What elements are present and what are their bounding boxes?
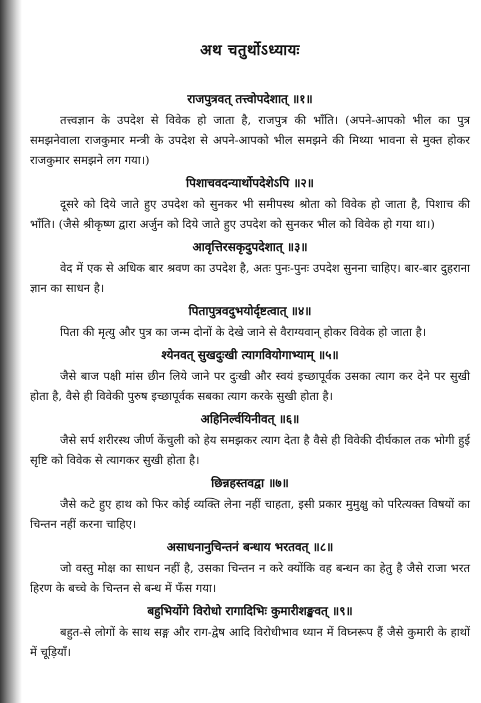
sutra-section-4	[30, 302, 470, 342]
sutra-section-8	[30, 538, 470, 598]
book-spine-shadow	[0, 0, 22, 703]
commentary-paragraph: तत्त्वज्ञान के उपदेश से विवेक हो जाता है, राजपुत्र की भाँति। (अपने-आपको भील का पुत्र समझनेवाला राजकुमार मन्त्री के उपदेश से अपने-आपको भील समझने की मिथ्या भावना से मुक्त होकर राजकुमार समझने लग गया।)	[30, 113, 470, 167]
sutra-heading: असाधनानुचिन्तनं बन्धाय भरतवत् ॥८॥	[166, 540, 334, 554]
sutra-heading: पिशाचवदन्यार्थोपदेशेऽपि ॥२॥	[186, 176, 314, 190]
sutra-section-9	[30, 602, 470, 662]
commentary-paragraph: दूसरे को दिये जाते हुए उपदेश को सुनकर भी समीपस्थ श्रोता को विवेक हो जाता है, पिशाच की भाँति। (जैसे श्रीकृष्ण द्वारा अर्जुन को दिये जाते हुए उपदेश को सुनकर भील को विवेक हो गया था।)	[30, 197, 470, 231]
sutra-heading: आवृत्तिरसकृदुपदेशात् ॥३॥	[192, 240, 308, 254]
sutra-heading: पितापुत्रवदुभयोर्दृष्टत्वात् ॥४॥	[188, 304, 312, 318]
commentary-paragraph: जैसे सर्प शरीरस्थ जीर्ण केंचुली को हेय समझकर त्याग देता है वैसे ही विवेकी दीर्घकाल तक भोगी हुई सृष्टि को विवेक से त्यागकर सुखी होता है।	[30, 433, 470, 467]
commentary-paragraph: पिता की मृत्यु और पुत्र का जन्म दोनों के देखे जाने से वैराग्यवान् होकर विवेक हो जाता है।	[60, 325, 427, 339]
commentary-paragraph: जो वस्तु मोक्ष का साधन नहीं है, उसका चिन्तन न करे क्योंकि वह बन्धन का हेतु है जैसे राजा भरत हिरण के बच्चे के चिन्तन से बन्ध में फँस गया।	[30, 561, 470, 595]
chapter-title: अथ चतुर्थोऽध्यायः	[200, 41, 300, 59]
commentary-paragraph: जैसे बाज पक्षी मांस छीन लिये जाने पर दुःखी और स्वयं इच्छापूर्वक उसका त्याग कर देने पर सुखी होता है, वैसे ही विवेकी पुरुष इच्छापूर्वक सबका त्याग करके सुखी होता है।	[30, 369, 470, 403]
sutra-section-2	[30, 174, 470, 234]
commentary-paragraph: बहुत-से लोगों के साथ सङ्ग और राग-द्वेष आदि विरोधीभाव ध्यान में विघ्नरूप हैं जैसे कुमारी के हाथों में चूड़ियाँ।	[30, 625, 470, 659]
commentary-paragraph: जैसे कटे हुए हाथ को फिर कोई व्यक्ति लेना नहीं चाहता, इसी प्रकार मुमुक्षु को परित्यक्त विषयों का चिन्तन नहीं करना चाहिए।	[30, 497, 470, 531]
sutra-section-3	[30, 238, 470, 298]
sutra-section-1	[30, 90, 470, 170]
sutra-section-6	[30, 410, 470, 470]
sutra-heading: अहिनिर्ल्वयिनीवत् ॥६॥	[200, 412, 300, 426]
book-page	[30, 40, 470, 666]
sutra-heading: राजपुत्रवत् तत्त्वोपदेशात् ॥१॥	[187, 92, 313, 106]
sutra-heading: छिन्नहस्तवद्वा ॥७॥	[211, 476, 289, 490]
commentary-paragraph: वेद में एक से अधिक बार श्रवण का उपदेश है, अतः पुनः-पुनः उपदेश सुनना चाहिए। बार-बार दुहराना ज्ञान का साधन है।	[30, 261, 470, 295]
sutra-heading: श्येनवत् सुखदुःखी त्यागवियोगाभ्याम् ॥५॥	[161, 348, 339, 362]
sutra-section-7	[30, 474, 470, 534]
sutra-section-5	[30, 346, 470, 406]
sutra-heading: बहुभिर्योगे विरोधो रागादिभिः कुमारीशङ्खवत् ॥९॥	[147, 604, 353, 618]
